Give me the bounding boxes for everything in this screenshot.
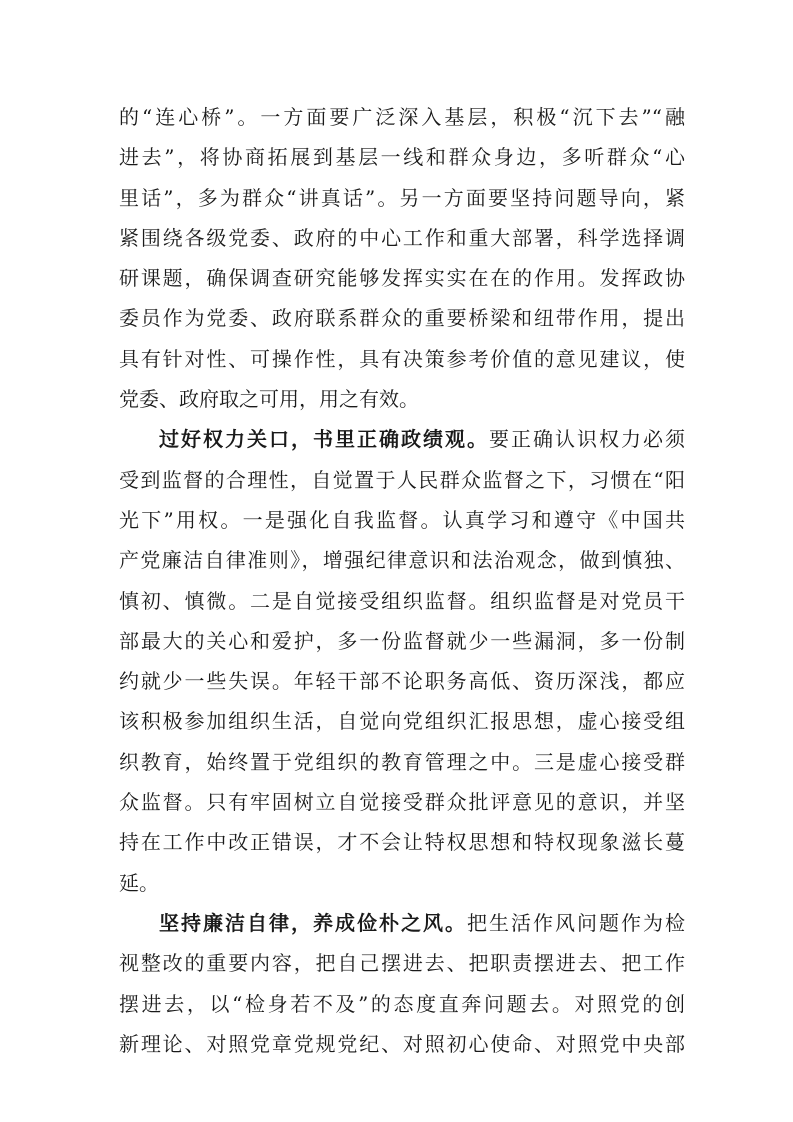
- text-line: 延。: [119, 870, 159, 895]
- document-body: [119, 97, 685, 1064]
- text-line: 的“连心桥”。一方面要广泛深入基层，积极“沉下去”“融: [119, 105, 685, 129]
- text-line: 具有针对性、可操作性，具有决策参考价值的意见建议，使: [119, 346, 685, 371]
- text-line: 慎初、慎微。二是自觉接受组织监督。组织监督是对党员干: [119, 588, 685, 613]
- text-line: 部最大的关心和爱护，多一份监督就少一些漏洞，多一份制: [119, 628, 685, 653]
- text-line: 新理论、对照党章党规党纪、对照初心使命、对照党中央部: [119, 1031, 685, 1056]
- text-line: 研课题，确保调查研究能够发挥实实在在的作用。发挥政协: [119, 266, 685, 291]
- text-line: 受到监督的合理性，自觉置于人民群众监督之下，习惯在“阳: [119, 467, 685, 492]
- paragraph-1: [119, 97, 685, 419]
- text-line: 织教育，始终置于党组织的教育管理之中。三是虚心接受群: [119, 749, 685, 774]
- text-line: 党委、政府取之可用，用之有效。: [119, 387, 419, 412]
- text-line: 进去”，将协商拓展到基层一线和群众身边，多听群众“心: [119, 145, 685, 170]
- paragraph-3: [119, 903, 685, 1064]
- text-line: 里话”，多为群众“讲真话”。另一方面要坚持问题导向，紧: [119, 185, 685, 210]
- text-line: 产党廉洁自律准则》，增强纪律意识和法治观念，做到慎独、: [119, 548, 685, 573]
- text-line: 摆进去，以“检身若不及”的态度直奔问题去。对照党的创: [119, 991, 685, 1016]
- text-line: 该积极参加组织生活，自觉向党组织汇报思想，虚心接受组: [119, 709, 685, 734]
- text-line: [119, 903, 685, 943]
- text-line: 约就少一些失误。年轻干部不论职务高低、资历深浅，都应: [119, 669, 685, 694]
- paragraph-2: [119, 419, 685, 903]
- text-line: 众监督。只有牢固树立自觉接受群众批评意见的意识，并坚: [119, 790, 685, 815]
- text-line: 持在工作中改正错误，才不会让特权思想和特权现象滋长蔓: [119, 830, 685, 855]
- text-line: 光下”用权。一是强化自我监督。认真学习和遵守《中国共: [119, 507, 685, 532]
- text-line: 视整改的重要内容，把自己摆进去、把职责摆进去、把工作: [119, 951, 685, 976]
- text-line: 紧围绕各级党委、政府的中心工作和重大部署，科学选择调: [119, 225, 685, 250]
- text-run: 要正确认识权力必须: [489, 427, 685, 452]
- paragraph-heading: 过好权力关口，书里正确政绩观。: [159, 427, 489, 452]
- text-line: [119, 419, 685, 459]
- paragraph-heading: 坚持廉洁自律，养成俭朴之风。: [159, 910, 467, 935]
- text-line: 委员作为党委、政府联系群众的重要桥梁和纽带作用，提出: [119, 306, 685, 331]
- text-run: 把生活作风问题作为检: [467, 910, 685, 935]
